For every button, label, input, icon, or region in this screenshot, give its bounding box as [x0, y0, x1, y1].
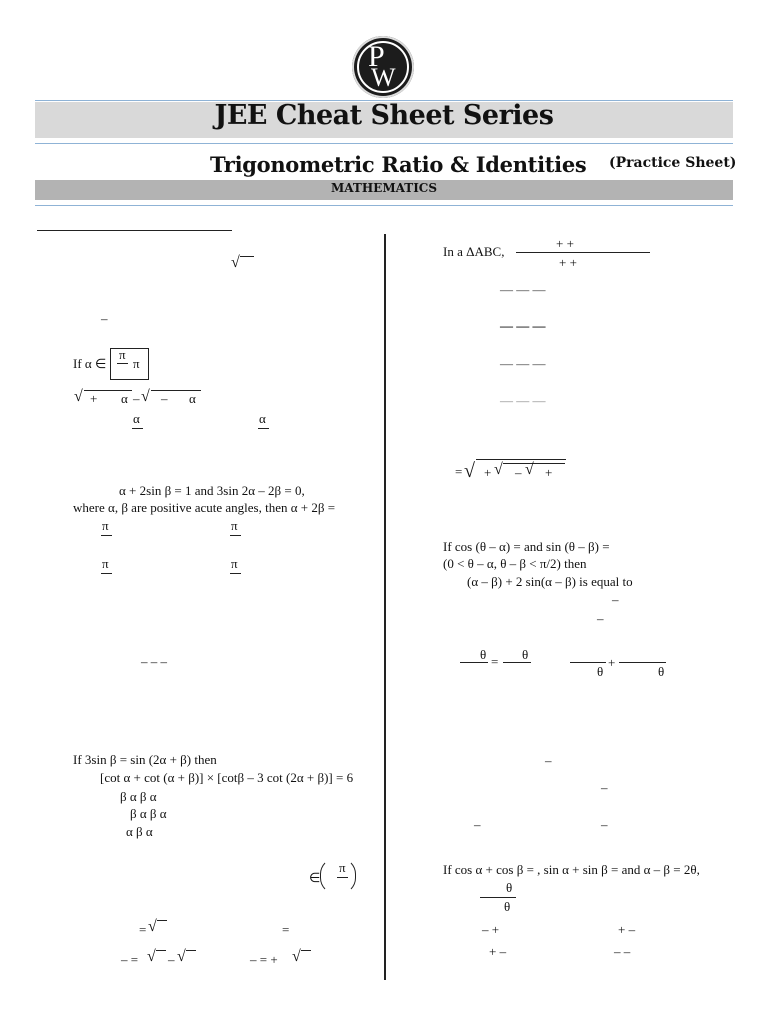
alpha-numerator: α [133, 411, 140, 426]
element-of-symbol: ∈ [309, 870, 321, 885]
question-line: If 3sin β = sin (2α + β) then [73, 752, 217, 767]
equals-sign: = [455, 464, 463, 479]
radical-sign: √ [147, 948, 156, 965]
radical-sign: √ [177, 948, 186, 965]
fraction-bar [619, 662, 666, 663]
radical-sign: √ [464, 460, 475, 482]
minus-sign: – [101, 311, 108, 326]
fraction-bar [117, 363, 128, 364]
fraction-bar [516, 252, 650, 253]
option-signs: – + [482, 922, 500, 937]
option-row: β α β α [130, 806, 167, 821]
fraction-bar [480, 897, 516, 898]
question-line: If cos α + cos β = , sin α + sin β = and α – β = 2θ, [443, 862, 700, 877]
plus-sign: + [608, 655, 616, 670]
minus-sign: – [601, 817, 608, 832]
pw-logo [352, 36, 414, 98]
minus-sign: – [612, 592, 619, 607]
question-line: If cos (θ – α) = and sin (θ – β) = [443, 539, 610, 554]
alpha-symbol: α [189, 391, 196, 406]
option-dashes: — — — [500, 393, 546, 408]
radical-bar [186, 950, 196, 951]
minus-sign: – [474, 817, 481, 832]
theta-symbol: θ [506, 880, 513, 895]
minus-sign: – [601, 780, 608, 795]
theta-symbol: θ [658, 664, 665, 679]
theta-symbol: θ [522, 647, 529, 662]
fraction-bar [230, 535, 241, 536]
radical-sign: √ [141, 388, 150, 405]
pi-numerator: π [119, 347, 126, 362]
pi-symbol: π [133, 356, 140, 371]
fraction-bar [460, 662, 488, 663]
plus-sign: + [545, 465, 553, 480]
theta-symbol: θ [480, 647, 487, 662]
minus-sign: – [161, 391, 168, 406]
option-row: β α β α [120, 789, 157, 804]
fraction-bar [132, 428, 143, 429]
page-subtitle: Trigonometric Ratio & Identities [210, 152, 587, 177]
question-line: [cot α + cot (α + β)] × [cotβ – 3 cot (2α + β)] = 6 [100, 770, 354, 785]
radical-bar [156, 950, 166, 951]
question-line: where α, β are positive acute angles, then α + 2β = [73, 500, 336, 515]
fraction-bar [258, 428, 269, 429]
minus-sign: – [597, 611, 604, 626]
option-row: α β α [126, 824, 153, 839]
radical-bar [476, 459, 566, 460]
alpha-range-text: If α ∈ [73, 356, 107, 371]
fraction-bar [503, 662, 531, 663]
theta-symbol: θ [597, 664, 604, 679]
minus-sign: – [515, 465, 522, 480]
plus-signs: + + [559, 255, 577, 270]
option-signs: + – [618, 922, 636, 937]
pi-numerator: π [231, 518, 238, 533]
pi-numerator: π [102, 518, 109, 533]
minus-equals: – = [121, 952, 139, 967]
column-divider [384, 234, 386, 980]
radical-bar [534, 463, 565, 464]
subject-label: MATHEMATICS [330, 181, 438, 195]
option-dashes: — — — [500, 356, 546, 371]
radical-sign: √ [74, 388, 83, 405]
fraction-bar [230, 573, 241, 574]
option-dashes: — — — [500, 318, 546, 333]
radical-bar [301, 950, 311, 951]
plus-sign: + [484, 465, 492, 480]
question-line: α + 2sin β = 1 and 3sin 2α – 2β = 0, [119, 483, 305, 498]
logo-letter-w: W [371, 63, 396, 92]
sheet-type-label: (Practice Sheet) [609, 155, 737, 171]
radical-sign: √ [494, 461, 503, 478]
radical-sign: √ [148, 918, 157, 935]
minus-signs: – – – [141, 654, 167, 669]
header-rule-mid [35, 143, 733, 144]
fraction-bar [337, 877, 348, 878]
minus-sign: – [168, 952, 175, 967]
right-bracket [140, 348, 149, 380]
plus-sign: + [90, 391, 98, 406]
alpha-symbol: α [121, 391, 128, 406]
alpha-numerator: α [259, 411, 266, 426]
equals-sign: = [491, 654, 499, 669]
question-line: (α – β) + 2 sin(α – β) is equal to [467, 574, 633, 589]
radical-bar [240, 256, 254, 257]
pi-numerator: π [231, 556, 238, 571]
logo-letter-p: P [368, 40, 385, 73]
equals-sign: = [139, 922, 147, 937]
minus-sign: – [133, 391, 140, 406]
pi-numerator: π [102, 556, 109, 571]
minus-sign: – [545, 753, 552, 768]
fraction-bar [101, 573, 112, 574]
section-rule [37, 230, 232, 231]
radical-bar [157, 920, 167, 921]
question-line: (0 < θ – α, θ – β < π/2) then [443, 556, 587, 571]
fraction-bar [101, 535, 112, 536]
fraction-bar [570, 662, 606, 663]
page-title: JEE Cheat Sheet Series [214, 100, 554, 131]
equals-sign: = [282, 922, 290, 937]
radical-sign: √ [231, 254, 240, 271]
question-line: In a ΔABC, [443, 244, 505, 259]
pi-numerator: π [339, 860, 346, 875]
radical-sign: √ [292, 948, 301, 965]
option-signs: – – [614, 944, 631, 959]
radical-sign: √ [525, 461, 534, 478]
minus-equals-plus: – = + [250, 952, 278, 967]
theta-symbol: θ [504, 899, 511, 914]
header-rule-bottom [35, 205, 733, 206]
plus-signs: + + [556, 236, 574, 251]
option-signs: + – [489, 944, 507, 959]
parentheses [320, 858, 356, 894]
option-dashes: — — — [500, 282, 546, 297]
